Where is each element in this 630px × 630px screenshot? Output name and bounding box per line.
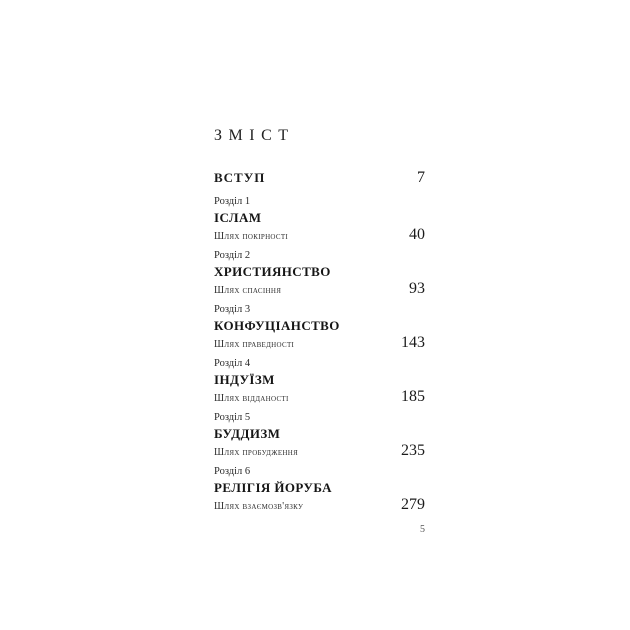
- toc-entry: [214, 195, 425, 244]
- chapter-subtitle: Шлях взаємозв'язку: [214, 501, 304, 512]
- chapter-title: ХРИСТИЯНСТВО: [214, 264, 331, 279]
- chapter-label: Розділ 1: [214, 196, 251, 207]
- toc-entry: [214, 357, 425, 406]
- subtitle-row: [214, 336, 425, 352]
- toc-entry: [214, 411, 425, 460]
- chapter-title: КОНФУЦІАНСТВО: [214, 318, 340, 333]
- chapter-title: РЕЛІГІЯ ЙОРУБА: [214, 480, 332, 495]
- chapter-label: Розділ 6: [214, 466, 251, 477]
- chapter-label: Розділ 3: [214, 304, 251, 315]
- chapter-title: ІНДУЇЗМ: [214, 372, 275, 387]
- chapter-title: ІСЛАМ: [214, 210, 262, 225]
- subtitle-row: [214, 282, 425, 298]
- subtitle-row: [214, 390, 425, 406]
- chapter-subtitle: Шлях спасіння: [214, 285, 282, 296]
- intro-label: ВСТУП: [214, 170, 266, 185]
- chapter-subtitle: Шлях покірності: [214, 231, 289, 242]
- chapter-page-number: 93: [409, 280, 425, 297]
- toc-entry: [214, 303, 425, 352]
- chapter-page-number: 279: [401, 496, 425, 513]
- chapter-label: Розділ 5: [214, 412, 251, 423]
- toc-entry: [214, 465, 425, 514]
- toc-entries: [214, 195, 425, 514]
- toc-title: ЗМІСТ: [214, 127, 295, 144]
- chapter-title: БУДДИЗМ: [214, 426, 281, 441]
- toc-intro-row: [214, 170, 425, 188]
- chapter-subtitle: Шлях пробудження: [214, 447, 299, 458]
- intro-page-number: 7: [417, 169, 425, 186]
- toc-entry: [214, 249, 425, 298]
- toc-column: [214, 0, 425, 536]
- chapter-label: Розділ 4: [214, 358, 251, 369]
- subtitle-row: [214, 228, 425, 244]
- chapter-page-number: 40: [409, 226, 425, 243]
- chapter-subtitle: Шлях відданості: [214, 393, 289, 404]
- chapter-page-number: 143: [401, 334, 425, 351]
- subtitle-row: [214, 498, 425, 514]
- chapter-label: Розділ 2: [214, 250, 251, 261]
- folio-page-number: 5: [420, 524, 425, 535]
- chapter-page-number: 185: [401, 388, 425, 405]
- subtitle-row: [214, 444, 425, 460]
- chapter-page-number: 235: [401, 442, 425, 459]
- chapter-subtitle: Шлях праведності: [214, 339, 295, 350]
